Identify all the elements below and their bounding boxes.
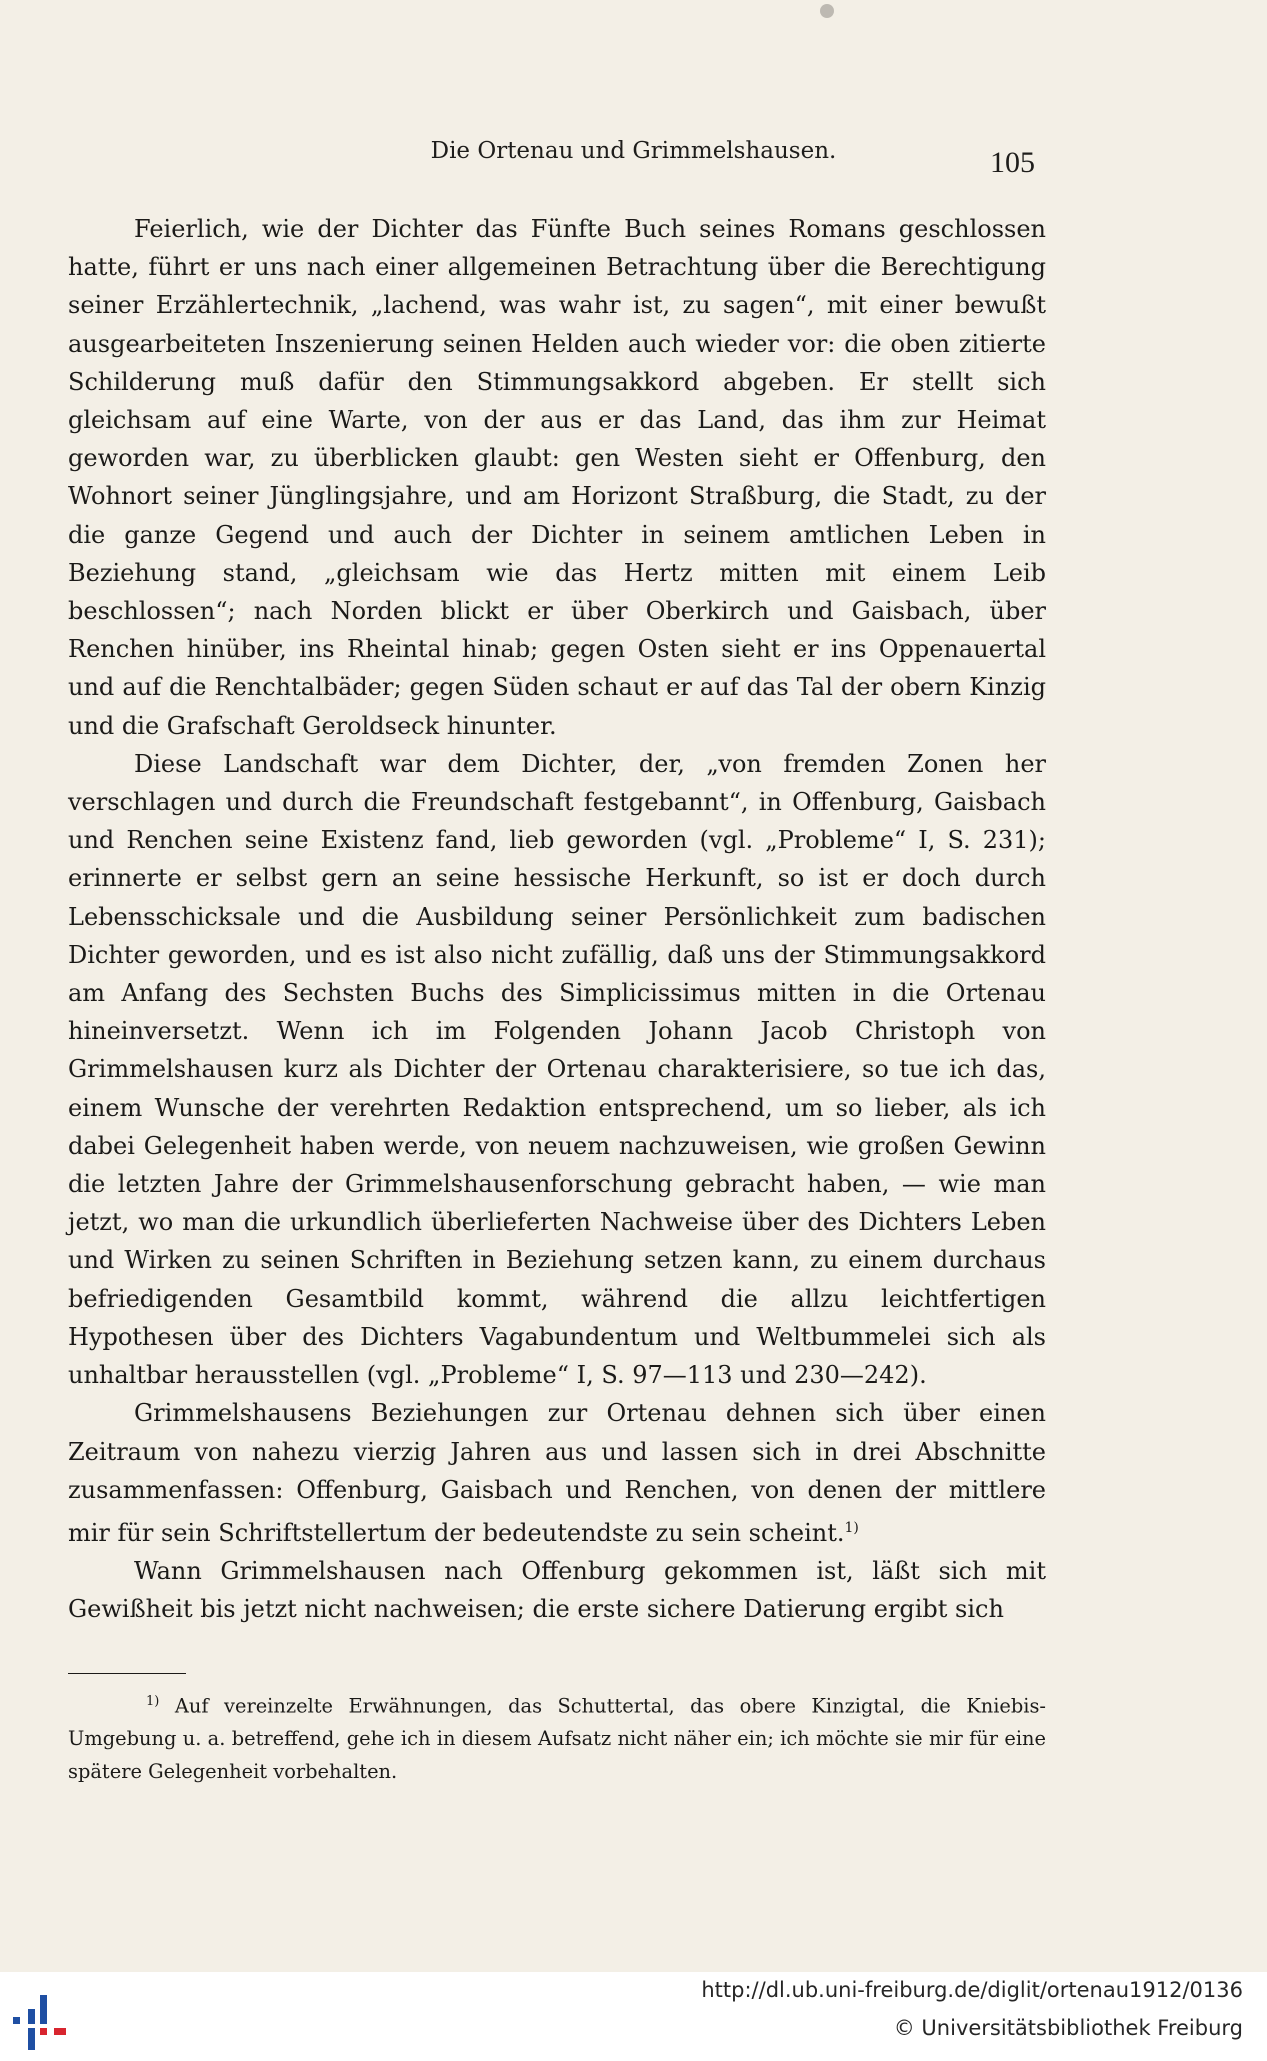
page-number: 105 xyxy=(990,146,1035,179)
copyright-notice: © Universitätsbibliothek Freiburg xyxy=(893,2016,1243,2040)
footnote-divider xyxy=(68,1673,186,1674)
footnote-text: Auf vereinzelte Erwähnungen, das Schuttertal, das obere Kinzigtal, die Kniebis-Umgebung u. a. betreffend, gehe ich in diesem Aufsatz nicht näher ein; ich möchte sie mir für eine spätere Gelegenheit vorbehalten. xyxy=(68,1694,1046,1784)
footnote-marker: 1) xyxy=(146,1694,160,1709)
footnote xyxy=(68,1685,1046,1788)
paragraph-1: Feierlich, wie der Dichter das Fünfte Buch seines Romans geschlossen hatte, führt er uns nach einer allgemeinen Betrachtung über die Berechtigung seiner Erzählertechnik, „lachend, was wahr ist, zu sagen“, mit einer bewußt ausgearbeiteten Inszenierung seinen Helden auch wieder vor: die oben zitierte Schilderung muß dafür den Stimmungsakkord abgeben. Er stellt sich gleichsam auf eine Warte, von der aus er das Land, das ihm zur Heimat geworden war, zu überblicken glaubt: gen Westen sieht er Offenburg, den Wohnort seiner Jünglingsjahre, und am Horizont Straßburg, die Stadt, zu der die ganze Gegend und auch der Dichter in seinem amtlichen Leben in Beziehung stand, „gleichsam wie das Hertz mitten mit einem Leib beschlossen“; nach Norden blickt er über Oberkirch und Gaisbach, über Renchen hinüber, ins Rheintal hinab; gegen Osten sieht er ins Oppenauertal und auf die Renchtalbäder; gegen Süden schaut er auf das Tal der obern Kinzig und die Grafschaft Geroldseck hinunter. xyxy=(68,215,1046,740)
running-title: Die Ortenau und Grimmelshausen. xyxy=(430,138,837,164)
paragraph-2: Diese Landschaft war dem Dichter, der, „von fremden Zonen her verschlagen und durch die Freundschaft festgebannt“, in Offenburg, Gaisbach und Renchen seine Existenz fand, lieb geworden (vgl. „Probleme“ I, S. 231); erinnerte er selbst gern an seine hessische Herkunft, so ist er doch durch Lebensschicksale und die Ausbildung seiner Persönlichkeit zum badischen Dichter geworden, und es ist also nicht zufällig, daß uns der Stimmungsakkord am Anfang des Sechsten Buchs des Simplicissimus mitten in die Ortenau hineinversetzt. Wenn ich im Folgenden Johann Jacob Christoph von Grimmelshausen kurz als Dichter der Ortenau charakterisiere, so tue ich das, einem Wunsche der verehrten Redaktion entsprechend, um so lieber, als ich dabei Gelegenheit haben werde, von neuem nachzuweisen, wie großen Gewinn die letzten Jahre der Grimmelshausenforschung gebracht haben, — wie man jetzt, wo man die urkundlich überlieferten Nachweise über des Dichters Leben und Wirken zu seinen Schriften in Beziehung setzen kann, zu einem durchaus befriedigenden Gesamtbild kommt, während die allzu leichtfertigen Hypothesen über des Dichters Vagabundentum und Weltbummelei sich als unhaltbar herausstellen (vgl. „Probleme“ I, S. 97—113 und 230—242). xyxy=(68,749,1046,1390)
ub-freiburg-logo-icon xyxy=(10,1990,72,2052)
paragraph-4: Wann Grimmelshausen nach Offenburg gekommen ist, läßt sich mit Gewißheit bis jetzt nicht nachweisen; die erste sichere Datierung ergibt sich xyxy=(68,1557,1046,1624)
source-url[interactable]: http://dl.ub.uni-freiburg.de/diglit/ortenau1912/0136 xyxy=(701,1978,1243,2002)
body-text xyxy=(68,210,1046,1629)
paragraph-3-text: Grimmelshausens Beziehungen zur Ortenau dehnen sich über einen Zeitraum von nahezu vierzig Jahren aus und lassen sich in drei Abschnitte zusammenfassen: Offenburg, Gaisbach und Renchen, von denen der mittlere mir für sein Schriftstellertum der bedeutendste zu sein scheint. xyxy=(68,1399,1046,1547)
footnote-reference: 1) xyxy=(844,1519,859,1536)
digitization-footer xyxy=(0,1972,1267,2061)
scan-speck xyxy=(820,4,834,18)
paragraph-3 xyxy=(68,1394,1046,1552)
